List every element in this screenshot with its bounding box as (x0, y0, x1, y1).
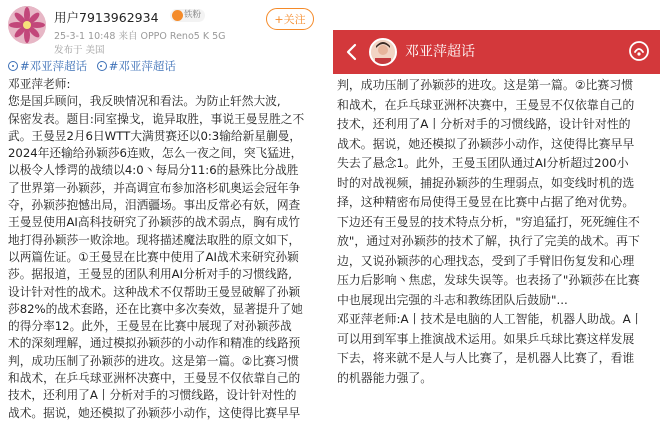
super-topic-icon (97, 61, 107, 71)
avatar[interactable] (8, 6, 46, 44)
topic-tags (8, 58, 182, 72)
body-line: 下边还有王曼昱的技术特点分析，"穷追猛打，死死缠住不 (337, 214, 640, 229)
post-meta: 25-3-1 10:48 来自 OPPO Reno5 K 5G (54, 31, 226, 42)
body-line: 和战术，在乒乓球亚洲杯决赛中，王曼昱不仅依靠自己的 (337, 97, 635, 112)
post-line: 判，成功压制了孙颖莎的进攻。这是第一篇。②比赛习惯 (8, 353, 299, 368)
post-line: 和战术，在乒乓球亚洲杯决赛中，王曼昱不仅依靠自己的 (8, 371, 301, 386)
post-line: 以极令人悸谔的战绩以4:0丶每局分11:6的悬殊比分战胜 (8, 163, 299, 178)
share-icon[interactable] (628, 40, 650, 62)
body-line: 的机器能力强了。 (337, 370, 433, 385)
body-line: 放"，通过对孙颖莎的技术了解，执行了完美的战术。再下 (337, 234, 640, 248)
super-topic-title: 邓亚萍超话 (405, 44, 475, 60)
body-line: 可以用到军事上推演战术运用。如果乒乓球比赛这样发展 (337, 331, 635, 346)
body-line: 下去，将来就不是人与人比赛了，是机器人比赛了，看谁 (337, 351, 635, 365)
post-line: 术的深刻理解，通过模拟孙颖莎的小动作和精准的线路预 (8, 336, 301, 351)
body-line: 择，这种精密布局使得王曼昱在比赛中占据了绝对优势。 (337, 195, 635, 209)
body-line: 边，又说孙颖莎的心理找态，受到了手臂旧伤复发和心理 (337, 253, 635, 268)
post-line: 武。王曼昱2月6日WTT大满贯赛还以0:3输给新星蒯曼， (8, 128, 302, 143)
post-header (8, 6, 320, 56)
username[interactable]: 用户7913962934 (54, 10, 159, 25)
weibo-post-panel (0, 0, 325, 440)
post-line: 您是国乒顾问，我反映情况和看法。为防止轩然大波, (8, 94, 281, 109)
body-line: 时的对战视频，捕捉孙颖莎的生理弱点，如变线时机的选 (337, 175, 635, 190)
fan-badge-icon (172, 10, 183, 21)
super-topic-header (333, 30, 660, 74)
flower-avatar-icon (8, 6, 46, 44)
body-line: 邓亚萍老师:A丨技术是电脑的人工智能，机器人助战。A丨 (337, 312, 643, 326)
post-line: 技术，还利用了A丨分析对手的习惯线路，设计针对性的 (8, 388, 297, 403)
body-line: 中也展现出完强的斗志和教练团队后鼓励"... (337, 292, 568, 307)
body-line: 战术。据说，她还模拟了孙颖莎小动作，这使得比赛早早 (337, 136, 635, 151)
topic-tag-label: #邓亚萍超话 (20, 59, 88, 73)
post-line: 地打得孙颖莎一败涂地。现将描述魔法取胜的原文如下， (8, 232, 301, 247)
post-line: 莎82%的战术套路，还在比赛中多次奏效，显著提升了她 (8, 301, 303, 316)
back-arrow-icon[interactable] (341, 41, 363, 63)
super-topic-panel (333, 0, 660, 440)
portrait-icon (371, 40, 395, 64)
follow-button[interactable]: +关注 (266, 8, 314, 30)
post-line: 保密发表。题目:同室操戈，诡异取胜，事说王曼昱胜之不 (8, 111, 305, 126)
fan-badge-label: 铁粉 (184, 10, 202, 20)
post-line: 的得分率12。此外，王曼昱在比赛中展现了对孙颖莎战 (8, 319, 292, 334)
fan-badge (170, 9, 205, 22)
body-line: 失去了悬念1。此外，王曼玉团队通过AI分析超过200小 (337, 156, 629, 170)
topic-tag[interactable] (97, 58, 176, 74)
super-topic-icon (8, 61, 18, 71)
super-topic-avatar[interactable] (369, 38, 397, 66)
post-line: 邓亚萍老师: (8, 77, 71, 91)
post-line: 战术。据说，她还模拟了孙颖莎小动作，这使得比赛早早 (8, 405, 301, 420)
post-line: 了世界第一孙颖莎，并高调宣布参加洛杉矶奥运会冠年争 (8, 180, 301, 195)
super-topic-body (337, 76, 659, 388)
post-line: 2024年还输给孙颖莎6连败，怎么一夜之间，突飞猛进， (8, 146, 303, 161)
post-line: 设计针对性的战术。这种战术不仅帮助王曼昱破解了孙颖 (8, 284, 301, 299)
topic-tag-label: #邓亚萍超话 (108, 59, 176, 73)
post-line: 莎。据报道，王曼昱的团队利用AI分析对手的习惯线路, (8, 267, 292, 282)
post-location: 发布于 美国 (54, 45, 105, 56)
body-line: 判，成功压制了孙颖莎的进攻。这是第一篇。②比赛习惯 (337, 78, 634, 92)
post-line: 以两篇佐证。①王曼昱在比赛中使用了AI战术来研究孙颖 (8, 249, 299, 264)
post-line: 王曼昱使用AI高科技研究了孙颖莎的战术弱点，胸有成竹 (8, 215, 300, 230)
topic-tag[interactable] (8, 58, 87, 74)
body-line: 技术，还利用了A丨分析对手的习惯线路，设计针对性的 (337, 117, 631, 131)
post-line: 夺，孙颖莎抱憾出局，泪洒疆场。事出反常必有妖，网查 (8, 198, 301, 213)
body-line: 压力后影响丶焦虑，发球失误等。也表扬了"孙颖莎在比赛 (337, 273, 640, 287)
post-body (8, 76, 318, 422)
